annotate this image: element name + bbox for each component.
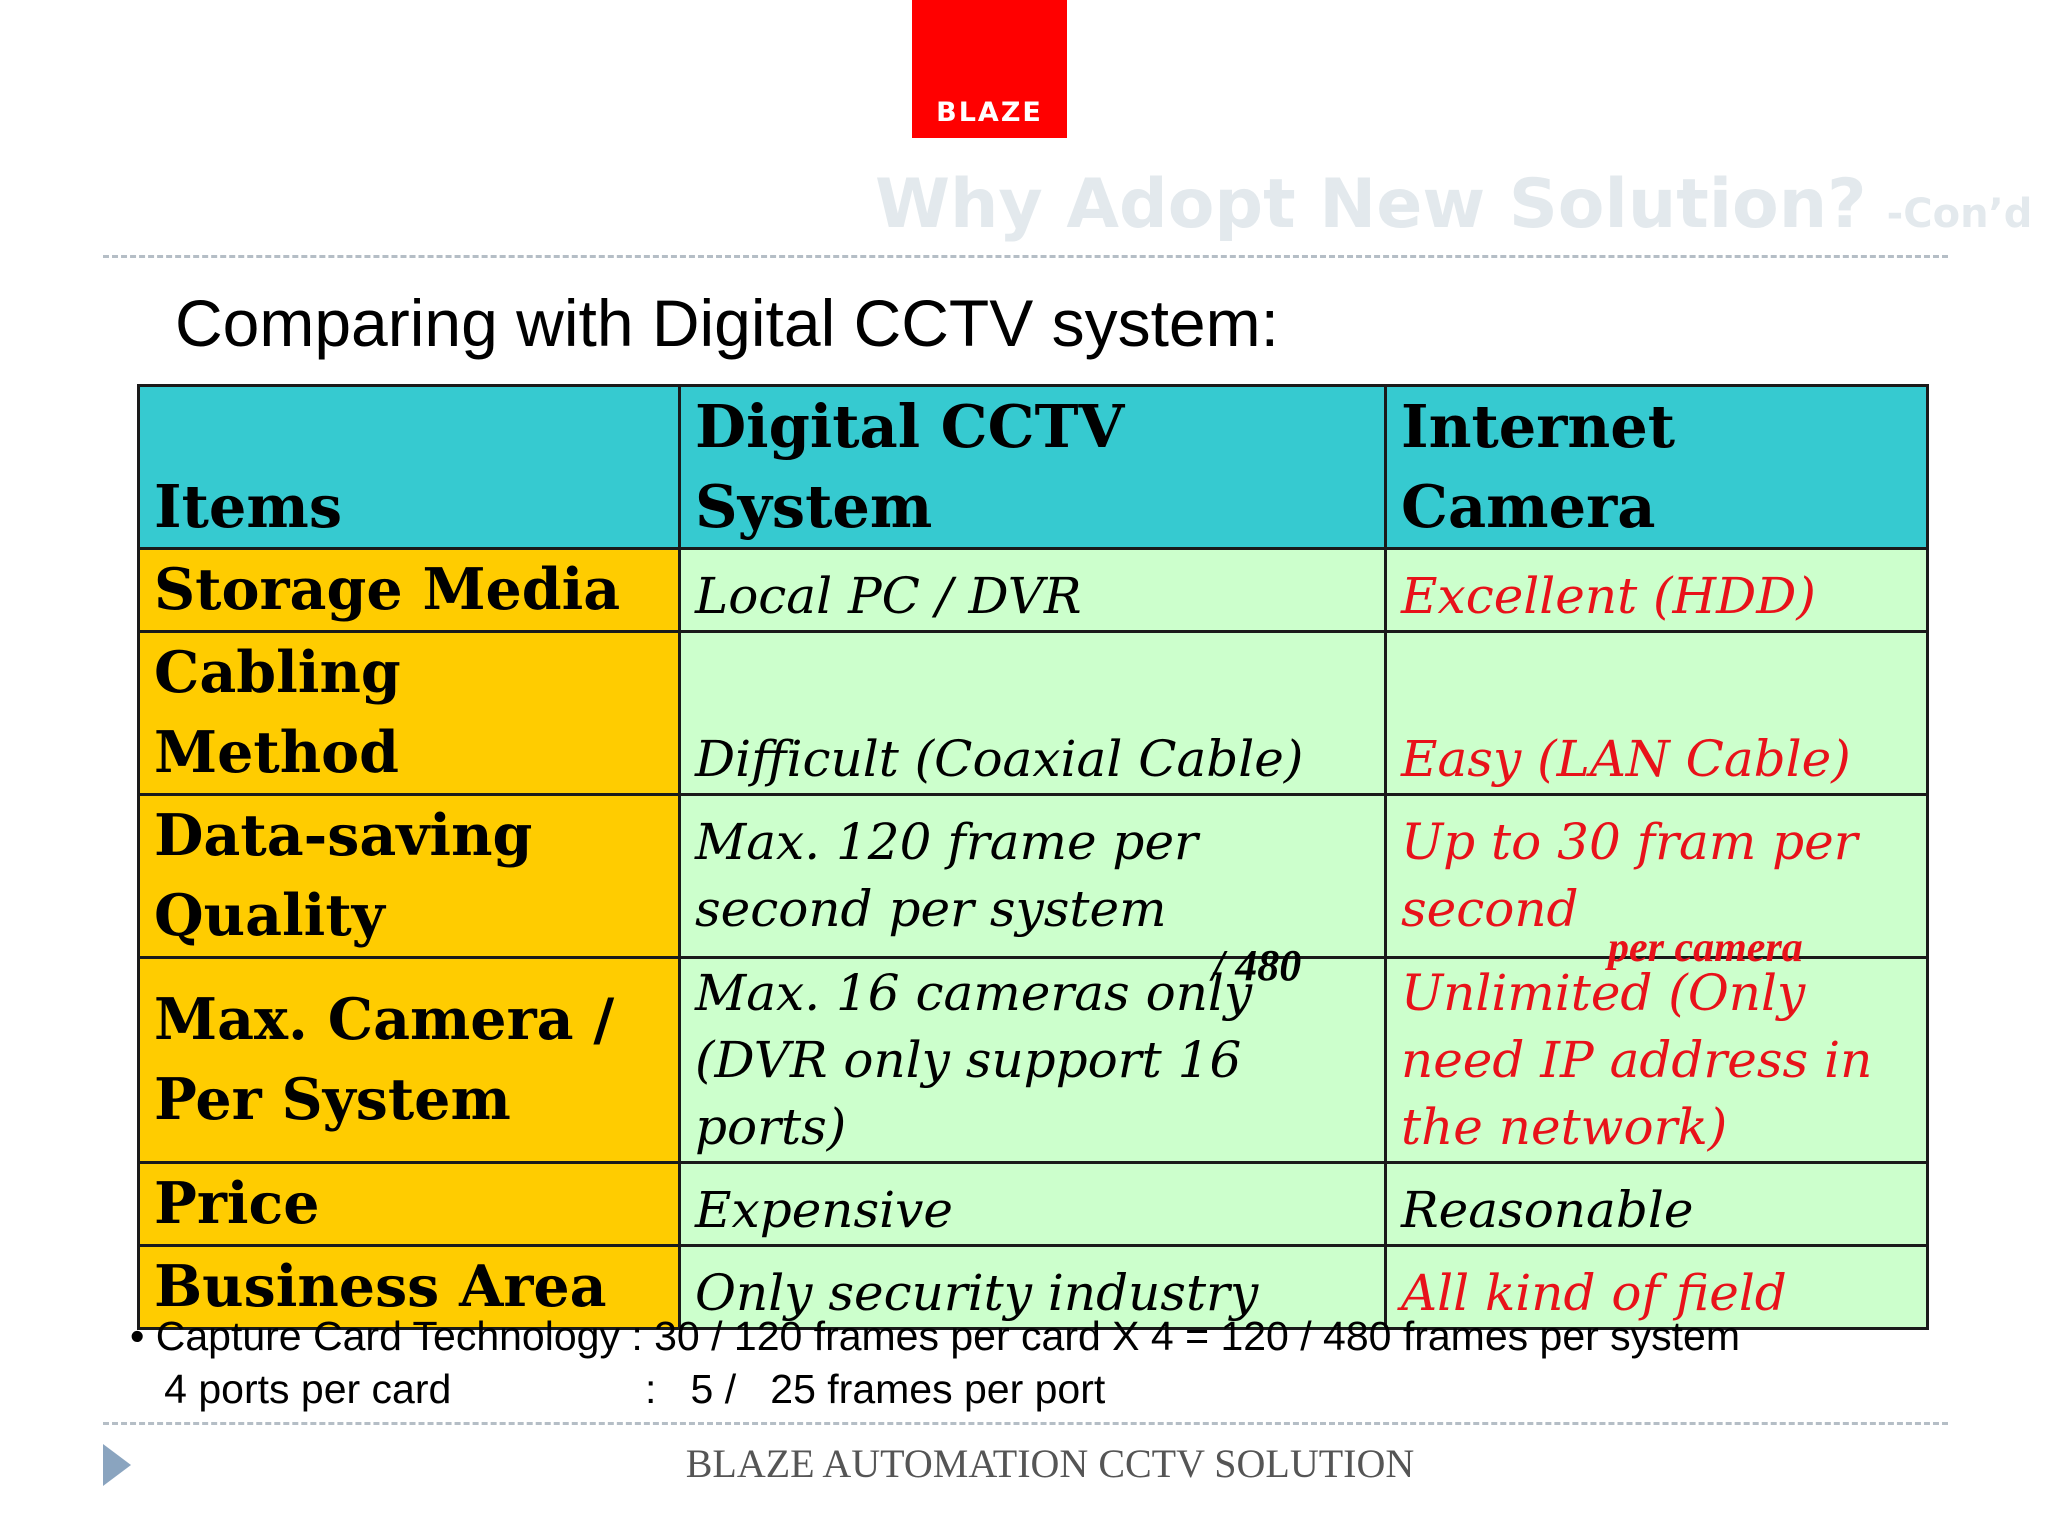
internet-value: Up to 30 fram per second [1386, 795, 1928, 958]
cctv-value: Expensive [680, 1163, 1386, 1246]
header-digital-cctv: Digital CCTV System [680, 386, 1386, 549]
table-row [139, 632, 1928, 795]
cctv-overlay-note: / 480 [1212, 941, 1302, 990]
internet-value: Easy (LAN Cable) [1386, 632, 1928, 795]
header-items: Items [139, 386, 680, 549]
table-row [139, 549, 1928, 632]
internet-value: Unlimited (Only need IP address in the network) [1386, 958, 1928, 1163]
comparison-table [137, 384, 1929, 1330]
internet-overlay-note: per camera [1608, 925, 1803, 971]
table-row [139, 1163, 1928, 1246]
header-suffix: -Con’d [1886, 191, 2033, 237]
cctv-value: Local PC / DVR [680, 549, 1386, 632]
blaze-logo [912, 0, 1067, 138]
bottom-divider [103, 1422, 1948, 1425]
internet-value: All kind of field [1386, 1246, 1928, 1329]
row-item: Max. Camera / Per System [139, 958, 680, 1163]
row-item: Data-saving Quality [139, 795, 680, 958]
row-item: Cabling Method [139, 632, 680, 795]
cctv-value: Only security industry [680, 1246, 1386, 1329]
slide-subtitle: Comparing with Digital CCTV system: [175, 286, 1279, 360]
table-row [139, 958, 1928, 1163]
cctv-value: Difficult (Coaxial Cable) [680, 632, 1386, 795]
internet-value: Excellent (HDD) [1386, 549, 1928, 632]
footnote-line-1: • Capture Card Technology : 30 / 120 frames per card X 4 = 120 / 480 frames per system [130, 1313, 1741, 1359]
slide-header [875, 165, 2032, 244]
logo-text: BLAZE [936, 97, 1043, 128]
row-item: Storage Media [139, 549, 680, 632]
cctv-value: Max. 16 cameras only (DVR only support 16 ports) [680, 958, 1386, 1163]
internet-value: Reasonable [1386, 1163, 1928, 1246]
footnote-line-2: 4 ports per card : 5 / 25 frames per port [130, 1366, 1106, 1412]
row-item: Price [139, 1163, 680, 1246]
header-internet-camera: Internet Camera [1386, 386, 1928, 549]
table-header-row [139, 386, 1928, 549]
row-item: Business Area [139, 1246, 680, 1329]
slide-footer: BLAZE AUTOMATION CCTV SOLUTION [685, 1441, 1415, 1486]
header-title: Why Adopt New Solution? [875, 165, 1867, 244]
cctv-value: Max. 120 frame per second per system [680, 795, 1386, 958]
top-divider [103, 255, 1948, 258]
